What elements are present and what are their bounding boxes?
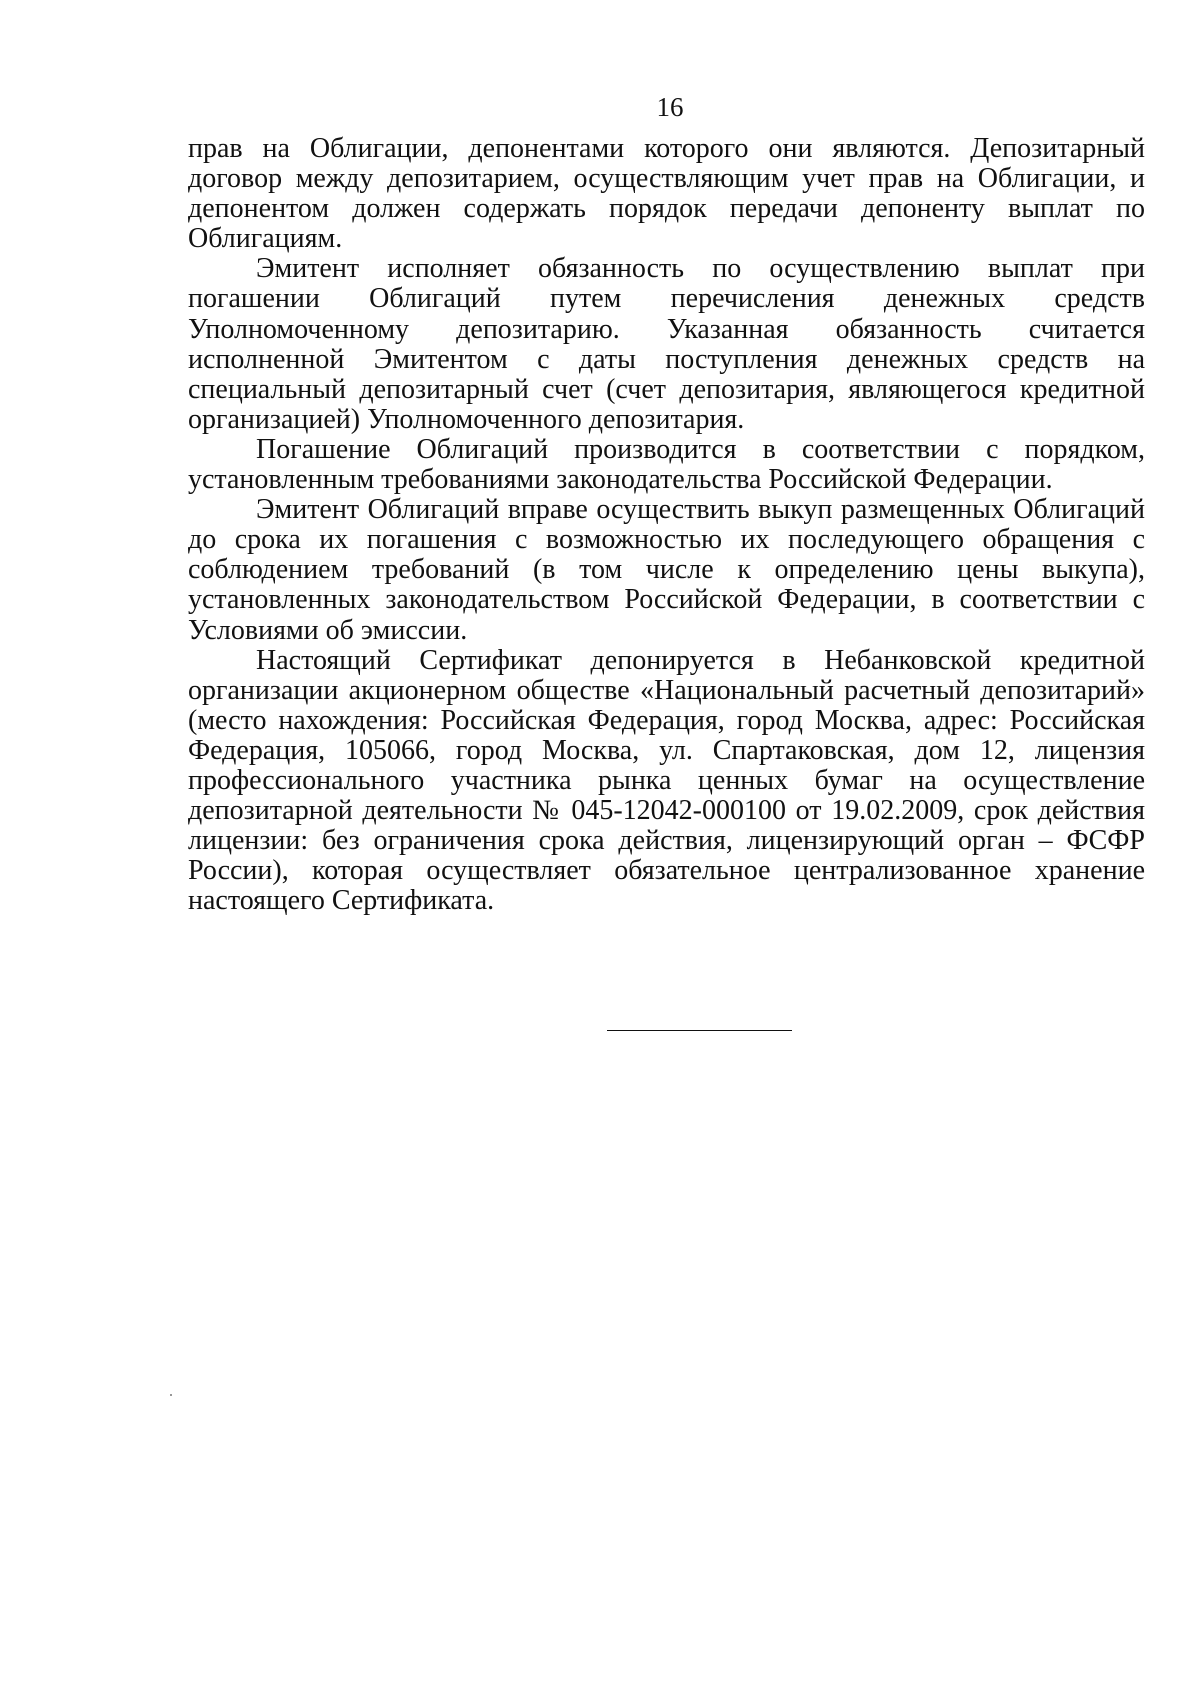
document-body	[188, 134, 1145, 916]
scan-speck	[170, 1394, 172, 1396]
end-of-text-rule	[607, 1030, 792, 1031]
paragraph-redemption-procedure: Погашение Облигаций производится в соответствии с порядком, установленным требованиями законодательства Российской Федерации.	[188, 433, 1145, 496]
paragraph-continuation: прав на Облигации, депонентами которого они являются. Депозитарный договор между депозитарием, осуществляющим учет прав на Облигации, и депонентом должен содержать порядок передачи депоненту выплат по Облигациям.	[188, 133, 1145, 255]
page-number: 16	[656, 92, 684, 122]
paragraph-depository: Настоящий Сертификат депонируется в Небанковской кредитной организации акционерном обществе «Национальный расчетный депозитарий» (место нахождения: Российская Федерация, город Москва, адрес: Российская Федерация, 105066, город Москва, ул. Спартаковская, дом 12, лицензия профессионального участника рынка ценных бумаг на осуществление депозитарной деятельности № 045-12042-000100 от 19.02.2009, срок действия лицензии: без ограничения срока действия, лицензирующий орган – ФСФР России), которая осуществляет обязательное централизованное хранение настоящего Сертификата.	[188, 644, 1145, 917]
paragraph-redemption-payment: Эмитент исполняет обязанность по осуществлению выплат при погашении Облигаций путем перечисления денежных средств Уполномоченному депозитарию. Указанная обязанность считается исполненной Эмитентом с даты поступления денежных средств на специальный депозитарный счет (счет депозитария, являющегося кредитной организацией) Уполномоченного депозитария.	[188, 253, 1145, 435]
paragraph-buyback: Эмитент Облигаций вправе осуществить выкуп размещенных Облигаций до срока их погашения с возможностью их последующего обращения с соблюдением требований (в том числе к определению цены выкупа), установленных законодательством Российской Федерации, в соответствии с Условиями об эмиссии.	[188, 494, 1145, 646]
